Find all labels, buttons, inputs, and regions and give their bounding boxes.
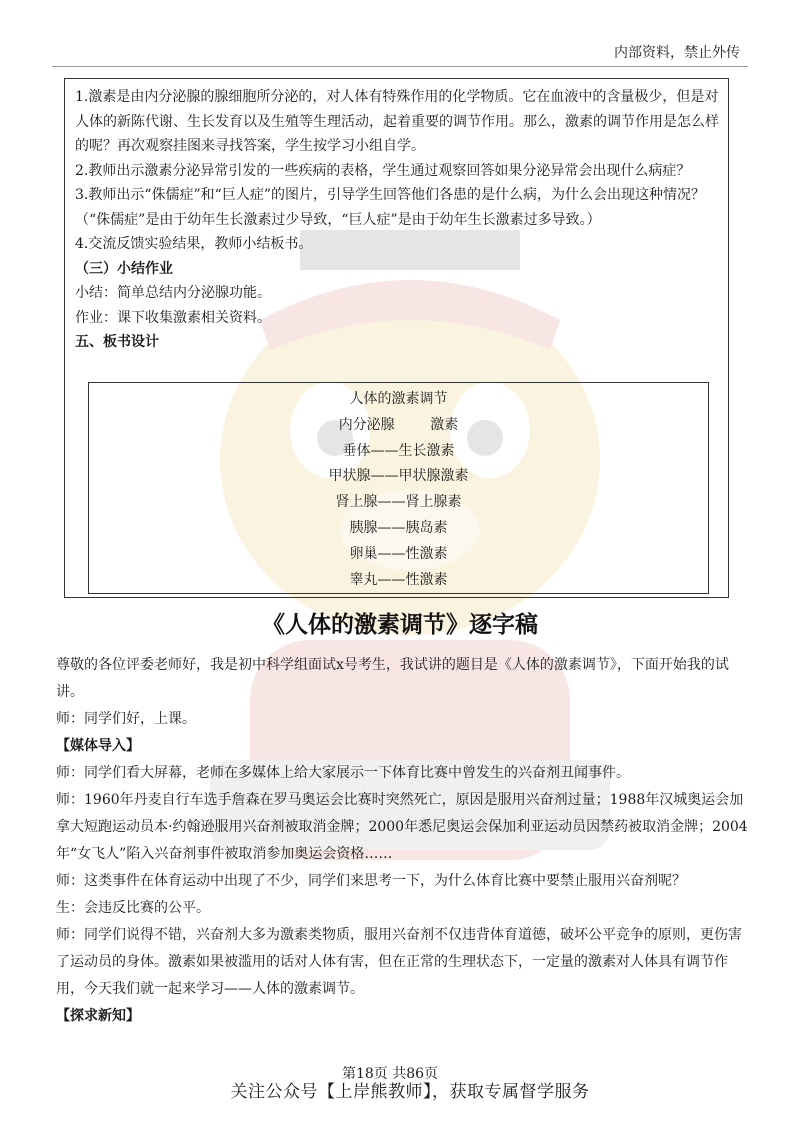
summary-section-title: （三）小结作业 [75,260,173,277]
script-greeting: 师：同学们好，上课。 [56,711,196,727]
lesson-paragraph-1: 1.激素是由内分泌腺的腺细胞所分泌的，对人体有特殊作用的化学物质。它在血液中的含量极少，但是对人体的新陈代谢、生长发育以及生殖等生理活动，起着重要的调节作用。那么，激素的调节作用是怎么样的呢？再次观察挂图来寻找答案，学生按学习小组自学。 [75,89,719,154]
board-line-ovary: 卵巢——性激素 [349,545,448,562]
explore-section-title: 【探求新知】 [56,1008,140,1024]
page-footer [0,1066,800,1102]
board-design-title: 五、板书设计 [75,334,159,350]
confidential-note: 内部资料，禁止外传 [614,45,740,61]
media-intro-title: 【媒体导入】 [56,738,140,754]
board-line-header: 内分泌腺 激素 [338,416,459,433]
board-line-thyroid: 甲状腺——甲状腺激素 [328,468,469,485]
lesson-paragraph-4: （“侏儒症”是由于幼年生长激素过少导致，“巨人症”是由于幼年生长激素过多导致。） [75,211,601,228]
board-line-adrenal: 肾上腺——肾上腺素 [335,494,462,511]
homework-text: 作业：课下收集激素相关资料。 [75,309,271,326]
lesson-paragraph-3: 3.教师出示“侏儒症”和“巨人症”的图片，引导学生回答他们各患的是什么病，为什么会出现这种情况？ [75,187,705,203]
script-line: 师：同学们说得不错，兴奋剂大多为激素类物质，服用兴奋剂不仅违背体育道德，破坏公平竞争的原则，更伤害了运动员的身体。激素如果被滥用的话对人体有害，但在正常的生理状态下，一定量的激素对人体具有调节作用，今天我们就一起来学习——人体的激素调节。 [56,927,742,997]
script-line: 师：同学们看大屏幕，老师在多媒体上给大家展示一下体育比赛中曾发生的兴奋剂丑闻事件。 [56,765,630,781]
board-line-pancreas: 胰腺——胰岛素 [349,519,448,536]
script-intro: 尊敬的各位评委老师好，我是初中科学组面试x号考生，我试讲的题目是《人体的激素调节》，下面开始我的试讲。 [56,657,729,700]
board-line-pituitary: 垂体——生长激素 [342,442,455,459]
script-line: 师：这类事件在体育运动中出现了不少，同学们来思考一下，为什么体育比赛中要禁止服用兴奋剂呢？ [56,873,686,889]
summary-text: 小结：简单总结内分泌腺功能。 [75,285,271,301]
header-divider [52,66,748,67]
board-line-testis: 睾丸——性激素 [349,571,448,588]
script-title: 《人体的激素调节》逐字稿 [262,612,538,638]
script-line: 生：会违反比赛的公平。 [56,900,210,916]
promo-text: 关注公众号【上岸熊教师】，获取专属督学服务 [230,1082,590,1102]
script-line: 师：1960年丹麦自行车选手詹森在罗马奥运会比赛时突然死亡，原因是服用兴奋剂过量；1988年汉城奥运会加拿大短跑运动员本·约翰逊服用兴奋剂被取消金牌；2000年悉尼奥运会保加利亚运动员因禁药被取消金牌；2004年“女飞人”陷入兴奋剂事件被取消参加奥运会资格…… [56,792,748,862]
lesson-paragraph-2: 2.教师出示激素分泌异常引发的一些疾病的表格，学生通过观察回答如果分泌异常会出现什么病症？ [75,162,691,179]
script-body [56,652,748,1030]
board-design-box [88,382,709,594]
lesson-paragraph-5: 4.交流反馈实验结果，教师小结板书。 [75,236,313,252]
page-number: 第18页 共86页 [341,1066,439,1082]
board-line-title: 人体的激素调节 [349,391,448,407]
